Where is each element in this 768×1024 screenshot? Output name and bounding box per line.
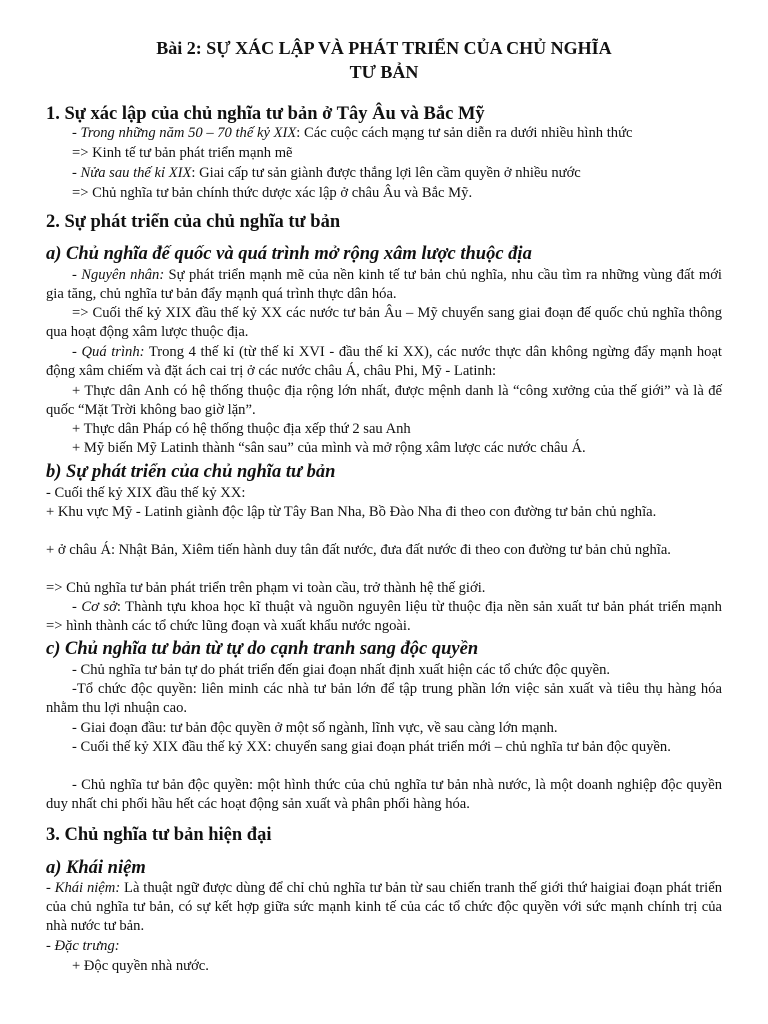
s2a-process-label: - Quá trình: [72,344,145,360]
s2c-paragraph-organization: -Tổ chức độc quyền: liên minh các nhà tư bản lớn để tập trung phần lớn việc sản xuất và tiêu thụ hàng hóa nhằm thu lợi nhuận cao. [46,681,722,717]
s1-line-1 [72,124,632,143]
s2b-item-asia: + ở châu Á: Nhật Bản, Xiêm tiến hành duy tân đất nước, đưa đất nước đi theo con đường tư bản chủ nghĩa. [46,542,671,558]
s2c-line-1: - Chủ nghĩa tư bản tự do phát triển đến giai đoạn nhất định xuất hiện các tổ chức độc quyền. [72,662,611,678]
s1-line-4: => Chủ nghĩa tư bản chính thức dược xác lập ở châu Âu và Bắc Mỹ. [72,185,473,201]
s2c-paragraph-new-stage: - Cuối thế kỷ XIX đầu thế kỷ XX: chuyển sang giai đoạn phát triển mới – chủ nghĩa tư bản độc quyền. [72,739,671,755]
document-title-line-1: Bài 2: SỰ XÁC LẬP VÀ PHÁT TRIỂN CỦA CHỦ NGHĨA [156,38,612,58]
section-3a-heading: a) Khái niệm [46,858,146,878]
s3a-concept-label: - Khái niệm: [46,880,121,896]
s1-line-3 [72,164,581,183]
s2a-cause-text: Sự phát triển mạnh mẽ của nền kinh tế tư bản chủ nghĩa, nhu cầu tìm ra những vùng đất mới gia tăng, chủ nghĩa tư bản đẩy mạnh quá trình thực dân hóa. [46,267,722,303]
s2c-paragraph-monopoly: - Chủ nghĩa tư bản độc quyền: một hình thức của chủ nghĩa tư bản nhà nước, là một doanh nghiệp độc quyền duy nhất chi phối hầu hết các hoạt động sản xuất và phân phối hàng hóa. [46,777,722,813]
document-title-line-2: TƯ BẢN [349,62,419,82]
s2a-item-france: + Thực dân Pháp có hệ thống thuộc địa xếp thứ 2 sau Anh [72,421,411,437]
s3a-paragraph-concept [46,879,722,937]
s2a-item-usa: + Mỹ biến Mỹ Latinh thành “sân sau” của mình và mở rộng xâm lược các nước châu Á. [72,440,586,456]
s2a-paragraph-cause [46,266,722,304]
section-2-heading: 2. Sự phát triển của chủ nghĩa tư bản [46,212,341,232]
section-3-heading: 3. Chủ nghĩa tư bản hiện đại [46,825,272,845]
s1-line-3-text: : Giai cấp tư sản giành được thắng lợi lên cầm quyền ở nhiều nước [191,165,581,181]
s1-line-2: => Kinh tế tư bản phát triển mạnh mẽ [72,145,293,161]
s1-line-1-emphasis: - Trong những năm 50 – 70 thế kỷ XIX [72,125,297,141]
section-2c-heading: c) Chủ nghĩa tư bản từ tự do cạnh tranh sang độc quyền [46,639,479,659]
s1-line-1-text: : Các cuộc cách mạng tư sản diễn ra dưới nhiều hình thức [296,125,633,141]
s2b-item-latin-america: + Khu vực Mỹ - Latinh giành độc lập từ Tây Ban Nha, Bồ Đào Nha đi theo con đường tư bản chủ nghĩa. [46,504,657,520]
s2b-paragraph-basis [46,598,722,636]
s3a-line-characteristics: - Đặc trưng: [46,938,120,954]
section-1-heading: 1. Sự xác lập của chủ nghĩa tư bản ở Tây Âu và Bắc Mỹ [46,104,485,124]
s1-line-3-emphasis: - Nửa sau thế kỉ XIX [72,165,192,181]
s2b-basis-text: : Thành tựu khoa học kĩ thuật và nguồn nguyên liệu từ thuộc địa nền sản xuất tư bản phát triển mạnh => hình thành các tổ chức lũng đoạn và xuất khẩu nước ngoài. [46,599,722,635]
s2b-line-period: - Cuối thế kỷ XIX đầu thế kỷ XX: [46,485,246,501]
s2a-process-text: Trong 4 thế kỉ (từ thế kỉ XVI - đầu thế kỉ XX), các nước thực dân không ngừng đẩy mạnh hoạt động xâm chiếm và đặt ách cai trị ở các nước châu Á, châu Phi, Mỹ - Latinh: [46,344,722,380]
s3a-item-state-monopoly: + Độc quyền nhà nước. [72,958,209,974]
s2b-line-conclusion: => Chủ nghĩa tư bản phát triển trên phạm vi toàn cầu, trở thành hệ thế giới. [46,580,486,596]
s2c-line-early-stage: - Giai đoạn đầu: tư bản độc quyền ở một số ngành, lĩnh vực, về sau càng lớn mạnh. [72,720,558,736]
s2a-cause-label: - Nguyên nhân: [72,267,165,283]
s2a-paragraph-conclusion: => Cuối thế kỷ XIX đầu thế kỷ XX các nước tư bản Âu – Mỹ chuyển sang giai đoạn đế quốc chủ nghĩa thông qua hoạt động xâm lược thuộc địa. [46,305,722,341]
section-2b-heading: b) Sự phát triển của chủ nghĩa tư bản [46,462,336,482]
s2a-paragraph-process [46,343,722,381]
s2a-item-england: + Thực dân Anh có hệ thống thuộc địa rộng lớn nhất, được mệnh danh là “công xưởng của thế giới” và là đế quốc “Mặt Trời không bao giờ lặn”. [46,383,722,419]
s2b-basis-label: - Cơ sở [72,599,117,615]
section-2a-heading: a) Chủ nghĩa đế quốc và quá trình mở rộng xâm lược thuộc địa [46,244,532,264]
s3a-concept-text: Là thuật ngữ được dùng để chỉ chủ nghĩa tư bản từ sau chiến tranh thế giới thứ haigiai đoạn phát triển của chủ nghĩa tư bản, có sự kết hợp giữa sức mạnh kinh tế của các tổ chức độc quyền với sức mạnh chính trị của nhà nước tư bản. [46,880,722,935]
